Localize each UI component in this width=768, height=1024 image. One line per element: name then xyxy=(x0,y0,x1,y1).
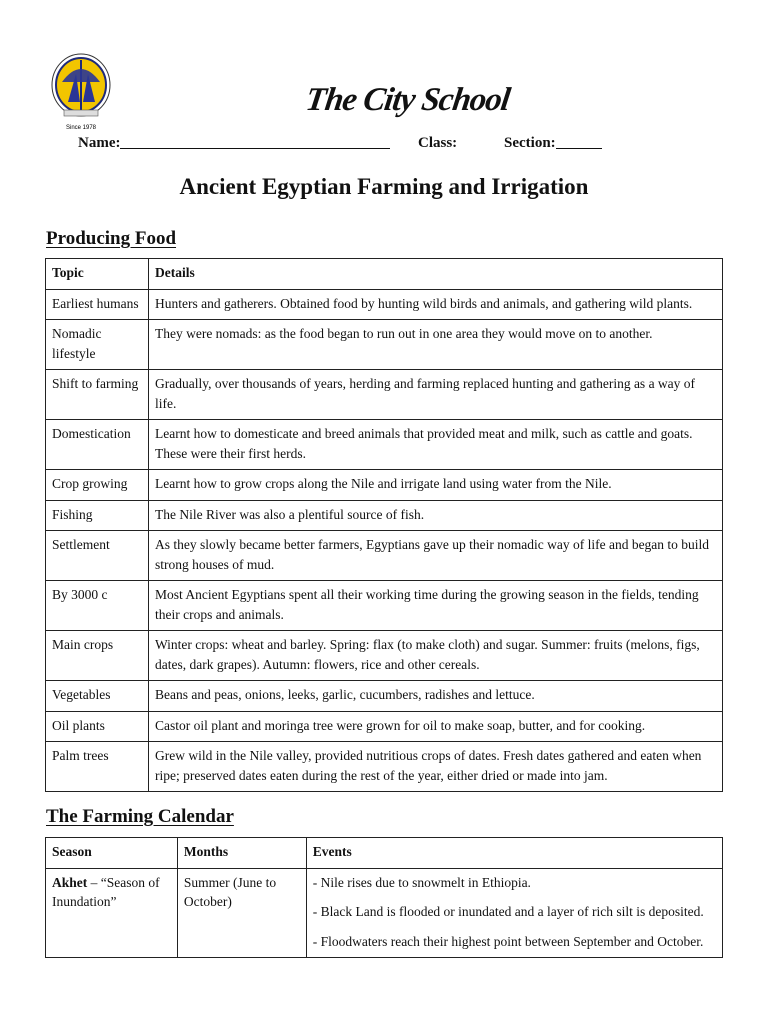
topic-cell: Nomadic lifestyle xyxy=(46,320,149,370)
column-header: Topic xyxy=(46,259,149,290)
table-row xyxy=(46,370,723,420)
details-cell: The Nile River was also a plentiful source of fish. xyxy=(148,500,722,531)
table-row xyxy=(46,320,723,370)
details-cell: Grew wild in the Nile valley, provided nutritious crops of dates. Fresh dates gathered and eaten when ripe; preserved dates eaten during the rest of the year, either dried or made into jam. xyxy=(148,742,722,792)
topic-cell: Palm trees xyxy=(46,742,149,792)
topic-cell: By 3000 c xyxy=(46,581,149,631)
school-name: The City School xyxy=(303,82,512,118)
table-row xyxy=(46,631,723,681)
table-row xyxy=(46,420,723,470)
table-row xyxy=(46,581,723,631)
topic-cell: Shift to farming xyxy=(46,370,149,420)
table-row xyxy=(46,470,723,501)
months-cell: Summer (June to October) xyxy=(177,868,306,958)
details-cell: Beans and peas, onions, leeks, garlic, cucumbers, radishes and lettuce. xyxy=(148,681,722,712)
section-label: Section: xyxy=(504,135,556,151)
school-crest-logo xyxy=(50,52,112,134)
details-cell: Castor oil plant and moringa tree were grown for oil to make soap, butter, and for cooking. xyxy=(148,711,722,742)
details-cell: As they slowly became better farmers, Egyptians gave up their nomadic way of life and began to build strong houses of mud. xyxy=(148,531,722,581)
table-row xyxy=(46,681,723,712)
topic-cell: Oil plants xyxy=(46,711,149,742)
farming-calendar-heading: The Farming Calendar xyxy=(46,806,234,827)
event-item: - Black Land is flooded or inundated and a layer of rich silt is deposited. xyxy=(312,904,704,919)
producing-food-table xyxy=(45,258,723,792)
details-cell: They were nomads: as the food began to run out in one area they would move on to another. xyxy=(148,320,722,370)
column-header: Details xyxy=(148,259,722,290)
season-description: – “Season of Inundation” xyxy=(52,874,160,909)
details-cell: Learnt how to grow crops along the Nile and irrigate land using water from the Nile. xyxy=(148,470,722,501)
table-row xyxy=(46,289,723,320)
name-field[interactable] xyxy=(78,135,120,152)
farming-calendar-table xyxy=(45,837,723,958)
producing-food-heading: Producing Food xyxy=(46,228,177,249)
table-row xyxy=(46,500,723,531)
details-cell: Most Ancient Egyptians spent all their working time during the growing season in the fields, tending their crops and animals. xyxy=(148,581,722,631)
table-row xyxy=(46,742,723,792)
season-name: Akhet xyxy=(52,874,88,890)
table-row xyxy=(46,531,723,581)
event-item: - Nile rises due to snowmelt in Ethiopia. xyxy=(312,874,531,890)
class-label: Class: xyxy=(418,135,458,151)
table-row xyxy=(46,868,723,958)
topic-cell: Fishing xyxy=(46,500,149,531)
table-row xyxy=(46,711,723,742)
topic-cell: Domestication xyxy=(46,420,149,470)
event-item: - Floodwaters reach their highest point between September and October. xyxy=(312,933,704,949)
table-header-row xyxy=(46,838,723,869)
document-title: Ancient Egyptian Farming and Irrigation xyxy=(179,174,589,199)
name-label: Name: xyxy=(78,135,121,151)
column-header: Months xyxy=(177,838,306,869)
season-cell xyxy=(46,868,178,958)
topic-cell: Vegetables xyxy=(46,681,149,712)
logo-caption: Since 1978 xyxy=(65,125,97,131)
topic-cell: Settlement xyxy=(46,531,149,581)
topic-cell: Crop growing xyxy=(46,470,149,501)
table-header-row xyxy=(46,259,723,290)
details-cell: Learnt how to domesticate and breed animals that provided meat and milk, such as cattle and goats. These were their first herds. xyxy=(148,420,722,470)
column-header: Season xyxy=(46,838,178,869)
column-header: Events xyxy=(306,838,722,869)
section-field[interactable] xyxy=(504,135,556,152)
topic-cell: Main crops xyxy=(46,631,149,681)
details-cell: Gradually, over thousands of years, herding and farming replaced hunting and gathering as a way of life. xyxy=(148,370,722,420)
details-cell: Winter crops: wheat and barley. Spring: flax (to make cloth) and sugar. Summer: fruits (melons, figs, dates, dark grapes). Autumn: flowers, rice and other cereals. xyxy=(148,631,722,681)
topic-cell: Earliest humans xyxy=(46,289,149,320)
events-cell xyxy=(306,868,722,958)
details-cell: Hunters and gatherers. Obtained food by hunting wild birds and animals, and gathering wild plants. xyxy=(148,289,722,320)
